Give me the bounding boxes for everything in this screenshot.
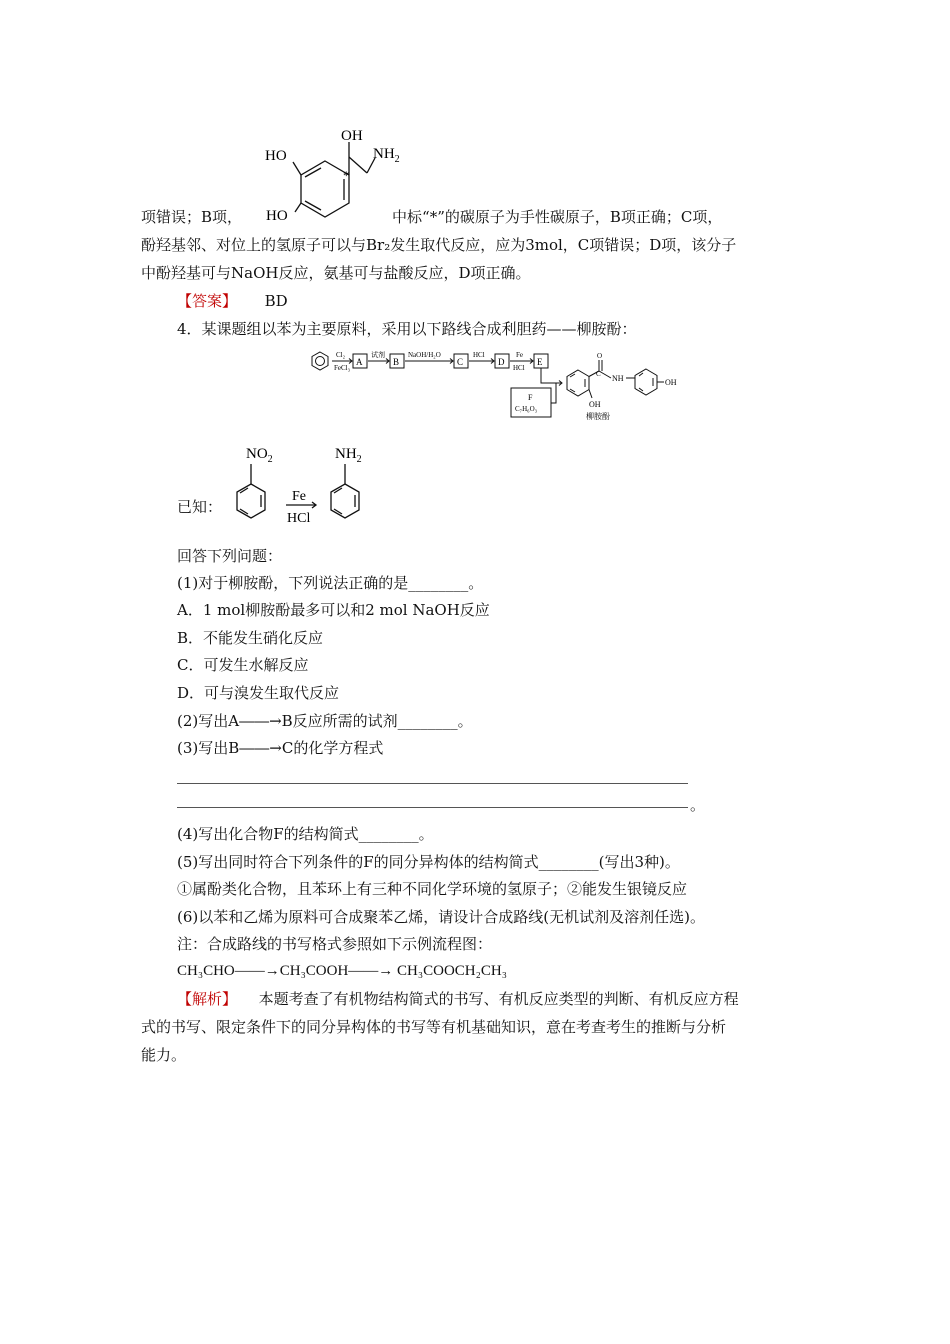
question-4: (4)写出化合物F的结构简式________。 xyxy=(177,825,434,843)
question-6: (6)以苯和乙烯为原料可合成聚苯乙烯，请设计合成路线(无机试剂及溶剂任选)。 xyxy=(177,908,705,926)
scheme-hcl2-label: HCl xyxy=(513,364,525,372)
nh2-known-label: $NH_2$ xyxy=(335,446,362,465)
paragraph-1-line-1: 项错误；B项， 中标“*”的碳原子为手性碳原子，B项正确；C项， xyxy=(141,208,723,226)
analysis-line-2: 式的书写、限定条件下的同分异构体的书写等有机基础知识，意在考查考生的推断与分析 xyxy=(141,1018,727,1036)
option-b: B．不能发生硝化反应 xyxy=(177,629,324,647)
answer-prompt: 回答下列问题： xyxy=(177,547,283,565)
ho-left-label: HO xyxy=(265,148,287,164)
paragraph-1-line-2: 酚羟基邻、对位上的氢原子可以与Br₂发生取代反应，应为3mol，C项错误；D项，该分子 xyxy=(141,236,737,254)
scheme-f-formula: C₇H₆O₃ xyxy=(515,405,538,413)
fe-reagent: Fe xyxy=(292,489,306,504)
scheme-fecl3-label: FeCl₃ xyxy=(334,364,351,372)
answer-label: 【答案】 xyxy=(177,292,238,310)
answer-blank-line-1 xyxy=(177,783,688,784)
hcl-reagent: HCl xyxy=(287,511,311,526)
option-d: D．可与溴发生取代反应 xyxy=(177,684,340,702)
question-5-conditions: ①属酚类化合物，且苯环上有三种不同化学环境的氢原子；②能发生银镜反应 xyxy=(177,880,688,898)
question-3: (3)写出B――→C的化学方程式 xyxy=(177,739,384,757)
nh2-label: $NH_2$ xyxy=(373,146,400,165)
scheme-cl2-label: Cl₂ xyxy=(336,351,346,359)
scheme-nh-label: NH xyxy=(612,374,624,383)
scheme-oh-right: OH xyxy=(665,378,677,387)
question-4-intro: 4．某课题组以苯为主要原料，采用以下路线合成利胆药——柳胺酚： xyxy=(177,320,637,338)
scheme-compound-d: D xyxy=(498,357,505,367)
option-a: A．1 mol柳胺酚最多可以和2 mol NaOH反应 xyxy=(177,601,490,619)
scheme-compound-c: C xyxy=(457,357,464,367)
example-route: CH₃CHO――→CH₃COOH――→ CH₃COOCH₂CH₃ xyxy=(177,963,507,979)
chiral-star: * xyxy=(343,168,350,183)
question-1: (1)对于柳胺酚，下列说法正确的是________。 xyxy=(177,574,484,592)
question-5: (5)写出同时符合下列条件的F的同分异构体的结构简式________(写出3种)。 xyxy=(177,853,680,871)
synthesis-route-diagram xyxy=(308,346,688,422)
question-2: (2)写出A――→B反应所需的试剂________。 xyxy=(177,712,473,730)
scheme-oh-bottom: OH xyxy=(589,400,601,409)
scheme-carbonyl-c: C xyxy=(596,370,601,378)
scheme-compound-f: F xyxy=(528,393,533,402)
known-reaction-diagram xyxy=(228,440,378,536)
scheme-hcl-label: HCl xyxy=(473,351,485,359)
option-c: C．可发生水解反应 xyxy=(177,656,309,674)
ho-bottom-label: HO xyxy=(266,208,288,224)
question-3-end-mark: 。 xyxy=(690,796,706,814)
scheme-product-name: 柳胺酚 xyxy=(586,412,610,421)
analysis-line-3: 能力。 xyxy=(141,1046,187,1064)
answer-blank-line-2 xyxy=(177,807,688,808)
oh-top-label: OH xyxy=(341,128,363,144)
scheme-compound-a: A xyxy=(356,357,363,367)
scheme-carbonyl-o: O xyxy=(597,352,603,360)
answer-line xyxy=(177,291,288,311)
scheme-reagent-label: 试剂 xyxy=(371,351,385,359)
scheme-compound-b: B xyxy=(393,357,400,367)
answer-value: BD xyxy=(264,292,288,310)
analysis-line-1: 【解析】 本题考查了有机物结构简式的书写、有机反应类型的判断、有机反应方程 xyxy=(177,990,739,1008)
scheme-naoh-label: NaOH/H₂O xyxy=(408,351,441,359)
paragraph-1-line-3: 中酚羟基可与NaOH反应，氨基可与盐酸反应，D项正确。 xyxy=(141,264,531,282)
route-note: 注：合成路线的书写格式参照如下示例流程图： xyxy=(177,935,493,953)
scheme-fe-label: Fe xyxy=(516,351,523,359)
no2-label: $NO_2$ xyxy=(246,446,273,465)
known-label: 已知： xyxy=(177,498,223,516)
analysis-label: 【解析】 xyxy=(177,990,238,1008)
scheme-compound-e: E xyxy=(537,357,543,367)
